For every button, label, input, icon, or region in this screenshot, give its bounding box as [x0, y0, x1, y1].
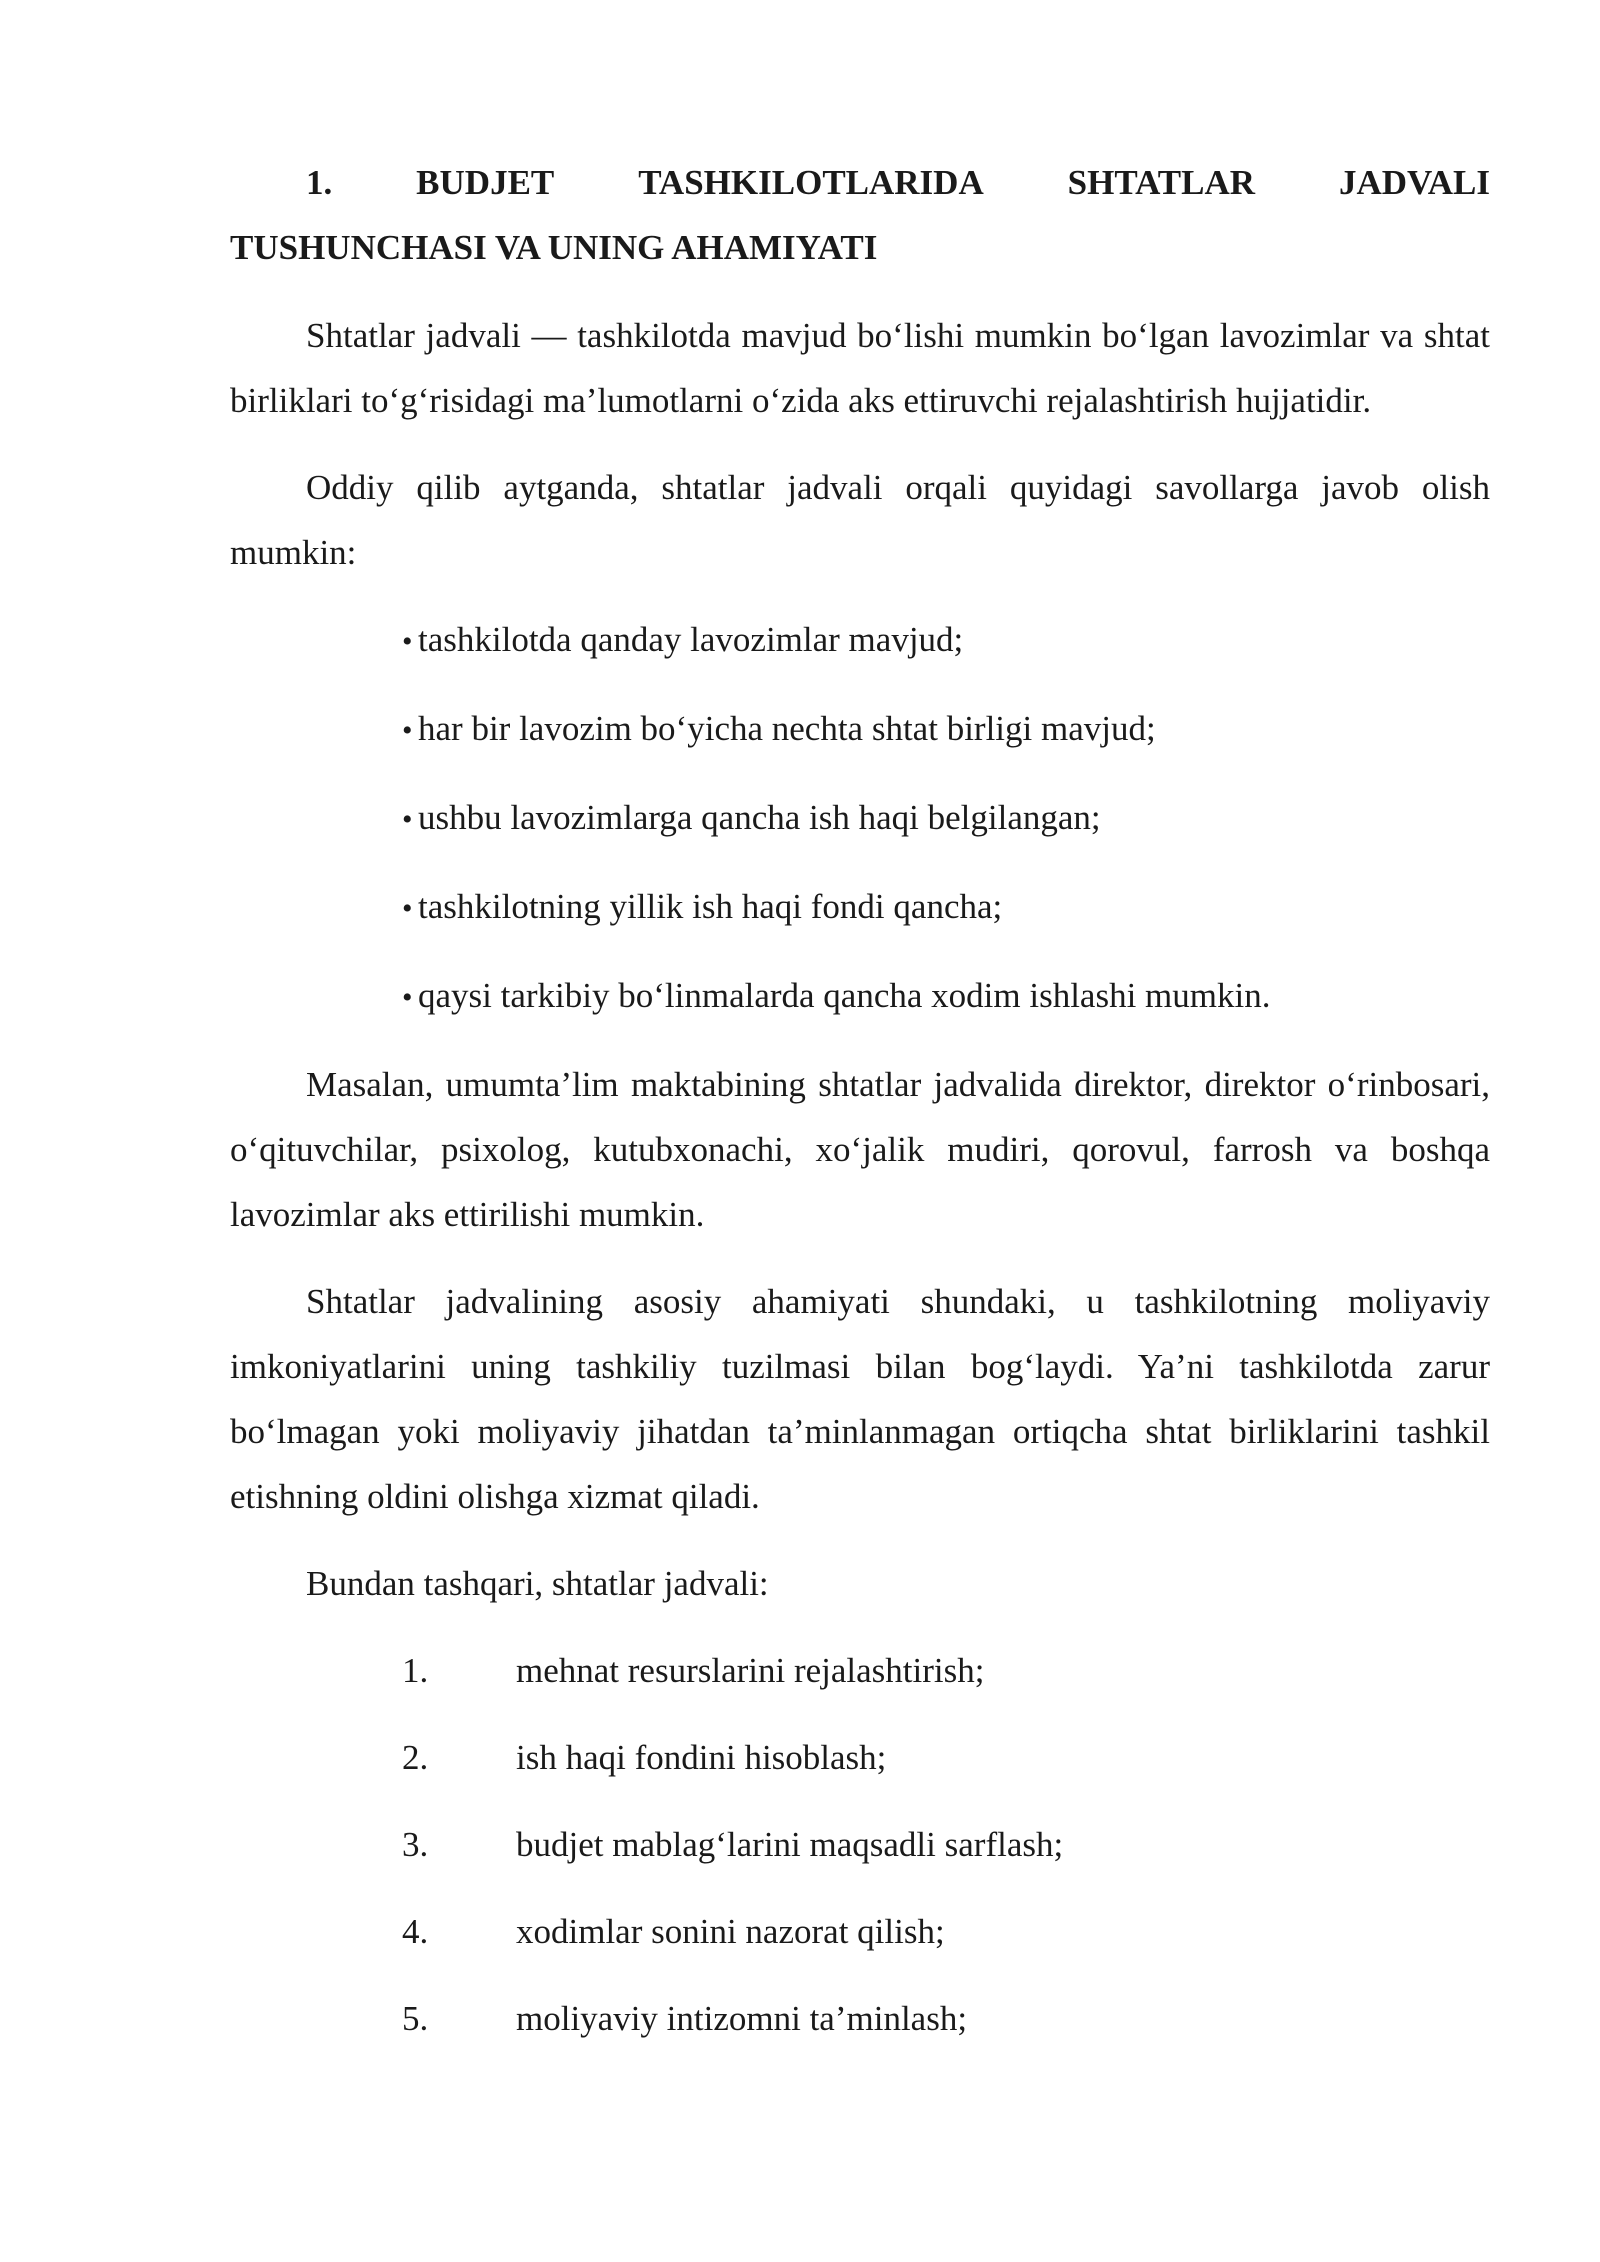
section-heading-line-1	[230, 150, 1490, 215]
numbered-list-item	[402, 1899, 1490, 1964]
bullet-list	[230, 607, 1490, 1030]
numbered-item-text: ish haqi fondini hisoblash;	[516, 1738, 887, 1777]
bullet-marker: •	[402, 714, 413, 747]
numbered-list-item	[402, 1725, 1490, 1790]
bullet-marker: •	[402, 803, 413, 836]
heading-word: BUDJET	[416, 163, 555, 202]
paragraph-importance: Shtatlar jadvalining asosiy ahamiyati shundaki, u tashkilotning moliyaviy imkoniyatlarini uning tashkiliy tuzilmasi bilan bog‘laydi. Ya’ni tashkilotda zarur bo‘lmagan yoki moliyaviy jihatdan ta’minlanmagan ortiqcha shtat birliklarini tashkil etishning oldini olishga xizmat qiladi.	[230, 1282, 1490, 1516]
bullet-marker: •	[402, 981, 413, 1014]
heading-word: TASHKILOTLARIDA	[638, 163, 984, 202]
heading-word: 1.	[306, 163, 333, 202]
list-number: 1.	[402, 1651, 429, 1690]
list-number: 2.	[402, 1738, 429, 1777]
numbered-list-item	[402, 1812, 1490, 1877]
paragraph-intro-questions: Oddiy qilib aytganda, shtatlar jadvali orqali quyidagi savollarga javob olish mumkin:	[230, 468, 1490, 572]
numbered-item-text: budjet mablag‘larini maqsadli sarflash;	[516, 1825, 1064, 1864]
bullet-item-text: ushbu lavozimlarga qancha ish haqi belgilangan;	[418, 798, 1101, 837]
list-number: 3.	[402, 1825, 429, 1864]
section-heading	[230, 150, 1490, 280]
bullet-list-item	[402, 607, 1490, 674]
numbered-item-text: mehnat resurslarini rejalashtirish;	[516, 1651, 985, 1690]
bullet-item-text: tashkilotning yillik ish haqi fondi qancha;	[418, 887, 1003, 926]
bullet-item-text: qaysi tarkibiy bo‘linmalarda qancha xodim ishlashi mumkin.	[418, 976, 1271, 1015]
numbered-list	[230, 1638, 1490, 2051]
list-number: 4.	[402, 1912, 429, 1951]
bullet-list-item	[402, 785, 1490, 852]
numbered-list-item	[402, 1986, 1490, 2051]
bullet-marker: •	[402, 892, 413, 925]
heading-word: SHTATLAR	[1067, 163, 1256, 202]
bullet-marker: •	[402, 625, 413, 658]
bullet-list-item	[402, 874, 1490, 941]
numbered-list-item	[402, 1638, 1490, 1703]
bullet-list-item	[402, 963, 1490, 1030]
numbered-item-text: xodimlar sonini nazorat qilish;	[516, 1912, 945, 1951]
section-heading-line-2: TUSHUNCHASI VA UNING AHAMIYATI	[230, 228, 878, 267]
document-page	[230, 150, 1490, 2073]
bullet-item-text: tashkilotda qanday lavozimlar mavjud;	[418, 620, 964, 659]
heading-word: JADVALI	[1338, 163, 1490, 202]
bullet-item-text: har bir lavozim bo‘yicha nechta shtat birligi mavjud;	[418, 709, 1156, 748]
list-number: 5.	[402, 1999, 429, 2038]
numbered-item-text: moliyaviy intizomni ta’minlash;	[516, 1999, 968, 2038]
paragraph-definition: Shtatlar jadvali — tashkilotda mavjud bo‘lishi mumkin bo‘lgan lavozimlar va shtat birliklari to‘g‘risidagi ma’lumotlarni o‘zida aks ettiruvchi rejalashtirish hujjatidir.	[230, 316, 1490, 420]
bullet-list-item	[402, 696, 1490, 763]
paragraph-furthermore: Bundan tashqari, shtatlar jadvali:	[306, 1564, 769, 1603]
paragraph-example: Masalan, umumta’lim maktabining shtatlar jadvalida direktor, direktor o‘rinbosari, o‘qituvchilar, psixolog, kutubxonachi, xo‘jalik mudiri, qorovul, farrosh va boshqa lavozimlar aks ettirilishi mumkin.	[230, 1065, 1490, 1234]
